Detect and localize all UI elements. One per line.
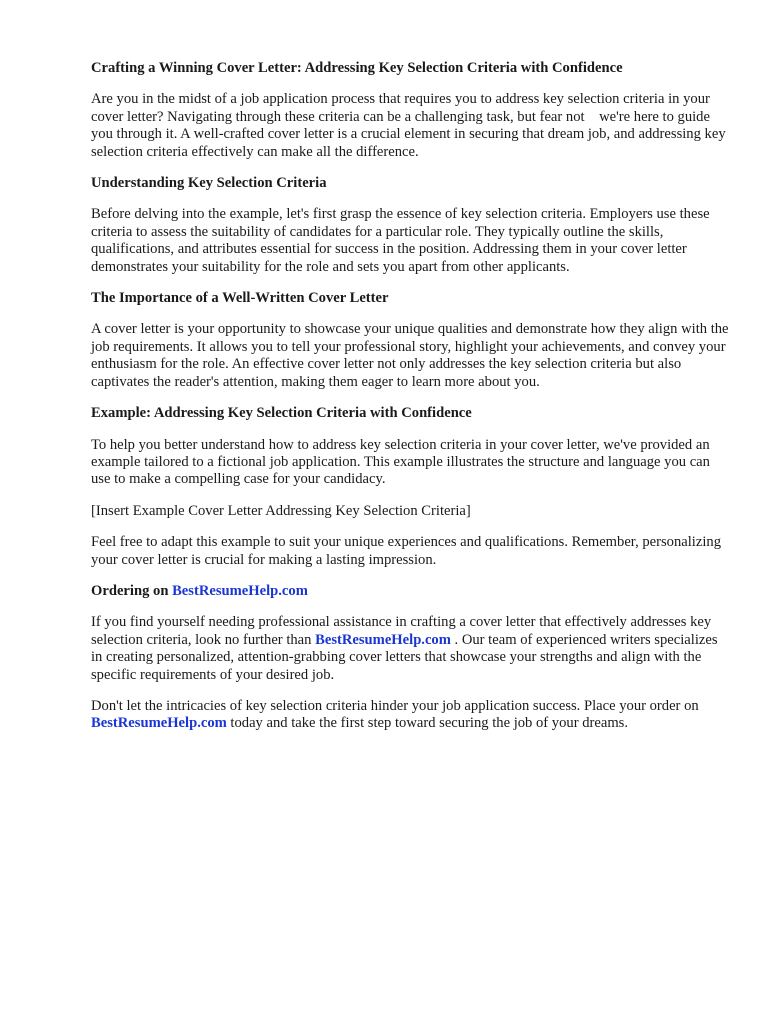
section-body-importance: A cover letter is your opportunity to showcase your unique qualities and demonstrate how they align with the job requirements. It allows you to tell your professional story, highlight your achievements, and convey your enthusiasm for the role. An effective cover letter not only addresses the key selection criteria but also captivates the reader's attention, making them eager to learn more about you. bbox=[91, 321, 729, 390]
section-body-ordering bbox=[91, 614, 731, 684]
section-heading-ordering bbox=[91, 583, 731, 600]
bestresumehelp-heading-link[interactable]: BestResumeHelp.com bbox=[172, 582, 308, 599]
document-page bbox=[91, 60, 731, 747]
intro-paragraph: Are you in the midst of a job application process that requires you to address key selection criteria in your cover letter? Navigating through these criteria can be a challenging task, but fear not we're here to guide you through it. A well-crafted cover letter is a crucial element in securing that dream job, and addressing key selection criteria effectively can make all the difference. bbox=[91, 91, 726, 160]
section-closing-example: Feel free to adapt this example to suit your unique experiences and qualifications. Remember, personalizing your cover letter is crucial for making a lasting impression. bbox=[91, 534, 721, 568]
section-body-understanding: Before delving into the example, let's first grasp the essence of key selection criteria. Employers use these criteria to assess the suitability of candidates for a particular role. They typically outline the skills, qualifications, and attributes essential for success in the position. Addressing them in your cover letter demonstrates your suitability for the role and sets you apart from other applicants. bbox=[91, 206, 710, 275]
section-heading-importance: The Importance of a Well-Written Cover Letter bbox=[91, 290, 389, 307]
section-heading-example: Example: Addressing Key Selection Criteria with Confidence bbox=[91, 405, 472, 422]
ordering-body-before: If you find yourself needing professional assistance in crafting a cover letter that effectively addresses key selection criteria, look no further than bbox=[91, 614, 712, 648]
bestresumehelp-body-link[interactable]: BestResumeHelp.com bbox=[315, 631, 451, 648]
bestresumehelp-final-link[interactable]: BestResumeHelp.com bbox=[91, 715, 227, 732]
ordering-body-after: . Our team of experienced writers specializes in creating personalized, attention-grabbing cover letters that showcase your strengths and align with the specific requirements of your desired job. bbox=[91, 631, 718, 683]
final-after: today and take the first step toward securing the job of your dreams. bbox=[226, 715, 628, 732]
section-heading-understanding: Understanding Key Selection Criteria bbox=[91, 175, 327, 192]
section-body-example: To help you better understand how to address key selection criteria in your cover letter, we've provided an example tailored to a fictional job application. This example illustrates the structure and language you can use to make a compelling case for your candidacy. bbox=[91, 436, 710, 488]
example-placeholder: [Insert Example Cover Letter Addressing Key Selection Criteria] bbox=[91, 502, 471, 519]
document-title: Crafting a Winning Cover Letter: Addressing Key Selection Criteria with Confidence bbox=[91, 60, 623, 76]
final-before: Don't let the intricacies of key selection criteria hinder your job application success. Place your order on bbox=[91, 697, 699, 714]
ordering-heading-prefix: Ordering on bbox=[91, 582, 173, 599]
final-paragraph bbox=[91, 698, 731, 733]
